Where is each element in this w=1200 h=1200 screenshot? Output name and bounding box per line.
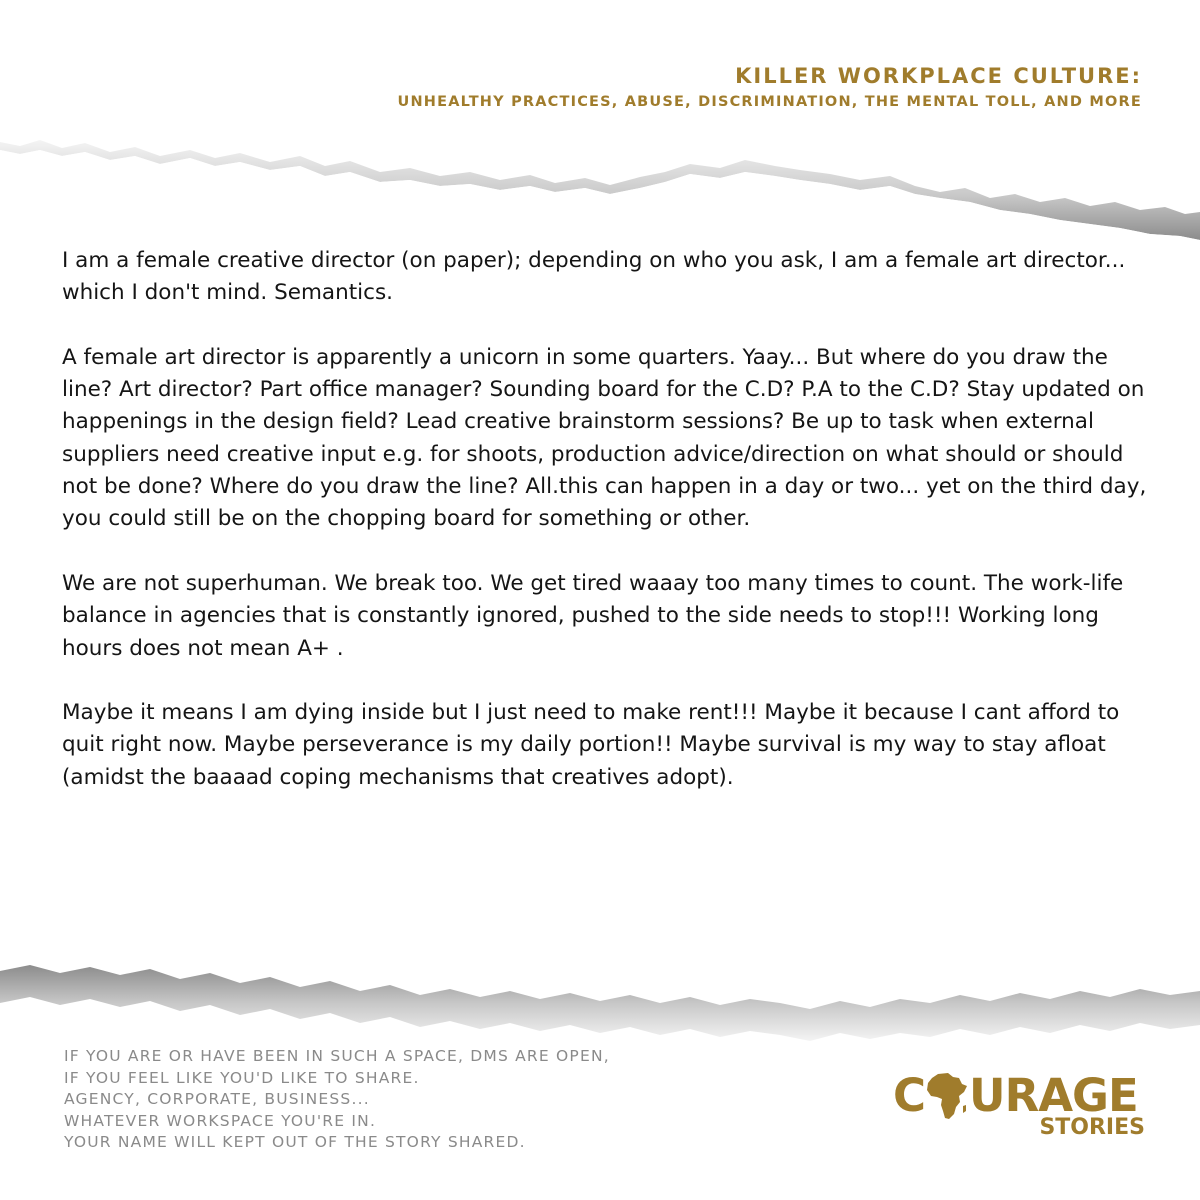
footer-note (64, 1046, 610, 1154)
africa-map-icon (926, 1072, 968, 1120)
footer-line: WHATEVER WORKSPACE YOU'RE IN. (64, 1111, 377, 1130)
story-text (62, 245, 1152, 826)
story-paragraph: I am a female creative director (on paper); depending on who you ask, I am a female art director... which I don't mind. Semantics. (62, 248, 1126, 306)
logo-subword: STORIES (1039, 1115, 1145, 1140)
footer-line: IF YOU ARE OR HAVE BEEN IN SUCH A SPACE, DMS ARE OPEN, (64, 1047, 610, 1065)
torn-paper-bottom-edge (0, 955, 1200, 1045)
footer-line: AGENCY, CORPORATE, BUSINESS... (64, 1090, 370, 1108)
story-paragraph: We are not superhuman. We break too. We get tired waaay too many times to count. The work-life balance in agencies that is constantly ignored, pushed to the side needs to stop!!! Working long hours does not mean A+ . (62, 570, 1124, 661)
logo-word-end: URAGE (969, 1069, 1138, 1122)
footer-line: YOUR NAME WILL KEPT OUT OF THE STORY SHARED. (64, 1133, 526, 1151)
logo-wordmark (893, 1069, 1138, 1122)
page-subtitle: UNHEALTHY PRACTICES, ABUSE, DISCRIMINATION, THE MENTAL TOLL, AND MORE (397, 94, 1142, 110)
story-paragraph: A female art director is apparently a unicorn in some quarters. Yaay... But where do you draw the line? Art director? Part office manager? Sounding board for the C.D? P.A to the C.D? Stay updated on happenings in the design field? Lead creative brainstorm sessions? Be up to task when external suppliers need creative input e.g. for shoots, production advice/direction on what should or should not be done? Where do you draw the line? All.this can happen in a day or two... yet on the third day, you could still be on the chopping board for something or other. (62, 344, 1147, 532)
story-paragraph: Maybe it means I am dying inside but I just need to make rent!!! Maybe it because I cant afford to quit right now. Maybe perseverance is my daily portion!! Maybe survival is my way to stay afloat (amidst the baaaad coping mechanisms that creatives adopt). (62, 700, 1120, 790)
logo-word-start: C (893, 1069, 926, 1122)
page-title: KILLER WORKPLACE CULTURE: (735, 64, 1142, 88)
footer-line: IF YOU FEEL LIKE YOU'D LIKE TO SHARE. (64, 1068, 420, 1087)
header (397, 62, 1142, 114)
torn-paper-top-edge (0, 128, 1200, 248)
courage-stories-logo (893, 1069, 1151, 1142)
